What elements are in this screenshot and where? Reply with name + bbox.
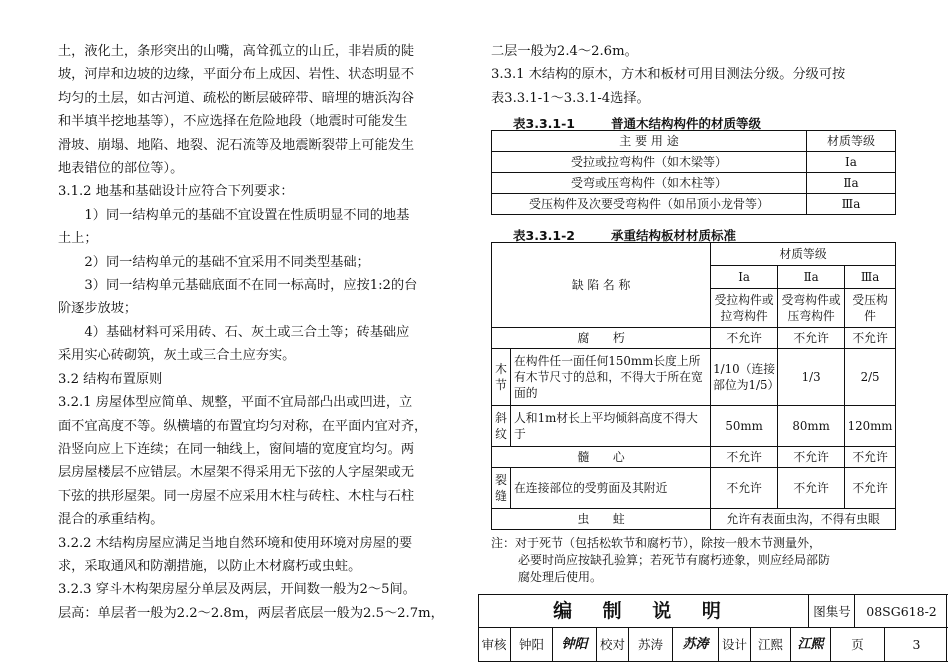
table2-number: 表3.3.1-2 <box>513 228 575 244</box>
use-cell: 受拉构件或拉弯构件 <box>711 289 778 328</box>
use-cell: 受弯或压弯构件（如木柱等） <box>492 173 807 194</box>
atlas-number: 08SG618-2 <box>854 595 948 628</box>
reviewer-signature: 钟阳 <box>552 628 596 661</box>
table1-title: 普通木结构构件的材质等级 <box>611 116 762 132</box>
value-cell: 2/5 <box>845 349 896 406</box>
checker-signature: 苏涛 <box>672 628 718 661</box>
defect-name: 髓 心 <box>492 447 711 468</box>
table-row <box>492 447 896 468</box>
table1-caption <box>491 110 896 130</box>
text-line: 3.2.2 木结构房屋应满足当地自然环境和使用环境对房屋的要 <box>58 535 413 551</box>
design-label: 设计 <box>718 628 750 661</box>
table1-number: 表3.3.1-1 <box>513 116 575 132</box>
value-cell: 不允许 <box>778 468 845 509</box>
note-line: 腐处理后使用。 <box>518 570 603 585</box>
value-cell: 1/10（连接部位为1/5） <box>711 349 778 406</box>
checker-name: 苏涛 <box>628 628 672 661</box>
value-cell: 不允许 <box>845 447 896 468</box>
defect-group: 斜纹 <box>492 406 511 447</box>
defect-group: 裂缝 <box>492 468 511 509</box>
value-cell: 不允许 <box>778 328 845 349</box>
grade-cell: Ⅲa <box>807 194 896 215</box>
title-block-left-border <box>478 594 479 662</box>
table-row <box>492 468 896 509</box>
table-row <box>492 349 896 406</box>
designer-signature: 江熙 <box>790 628 830 661</box>
text-line: 均匀的土层，如古河道、疏松的断层破碎带、暗埋的塘浜沟谷 <box>58 90 415 106</box>
table2-title: 承重结构板材材质标准 <box>611 228 737 244</box>
title-row <box>478 594 948 628</box>
text-line: 和半填半挖地基等），不应选择在危险地段（地震时可能发生 <box>58 114 408 130</box>
reviewer-name: 钟阳 <box>510 628 552 661</box>
grade-cell: Ⅰa <box>807 152 896 173</box>
clause-heading: 3.1.2 地基和基础设计应符合下列要求： <box>58 184 294 200</box>
drawing-title: 编 制 说 明 <box>553 600 733 622</box>
defect-desc: 在连接部位的受剪面及其附近 <box>511 468 711 509</box>
text-line: 阶逐步放坡； <box>58 301 138 317</box>
table-note <box>491 535 896 586</box>
table-row <box>492 194 896 215</box>
value-cell: 1/3 <box>778 349 845 406</box>
designer-name: 江熙 <box>750 628 790 661</box>
defect-desc: 在构件任一面任何150mm长度上所有木节尺寸的总和，不得大于所在宽面的 <box>511 349 711 406</box>
text-line: 面不宜高度不等。纵横墙的布置宜均匀对称，在平面内宜对齐， <box>58 418 428 434</box>
signature-row <box>478 628 948 662</box>
grade-header: 材质等级 <box>711 243 896 266</box>
text-line: 坡，河岸和边坡的边缘，平面分布上成因、岩性、状态明显不 <box>58 67 415 83</box>
table2-caption <box>491 222 896 242</box>
grade-cell: Ⅱa <box>778 266 845 289</box>
text-line: 地表错位的部位等）。 <box>58 161 184 177</box>
value-cell: 50mm <box>711 406 778 447</box>
atlas-label: 图集号 <box>808 595 855 628</box>
grade-cell: Ⅱa <box>807 173 896 194</box>
text-line: 混合的承重结构。 <box>58 512 164 528</box>
text-line: 层高：单层者一般为2.2～2.8m，两层者底层一般为2.5～2.7m， <box>58 605 444 621</box>
use-cell: 受压构件及次要受弯构件（如吊顶小龙骨等） <box>492 194 807 215</box>
defect-name: 虫 蛀 <box>492 509 711 530</box>
use-cell: 受弯构件或压弯构件 <box>778 289 845 328</box>
value-cell: 不允许 <box>845 328 896 349</box>
text-line: 沿竖向应上下连续；在同一轴线上，窗间墙的宽度宜均匀。两 <box>58 441 415 457</box>
text-line: 求，采取通风和防潮措施，以防止木材腐朽或虫蛀。 <box>58 558 362 574</box>
title-block-right-border <box>946 594 947 662</box>
defect-desc: 人和1m材长上平均倾斜高度不得大于 <box>511 406 711 447</box>
value-cell: 不允许 <box>845 468 896 509</box>
clause-heading: 3.3.1 木结构的原木，方木和板材可用目测法分级。分级可按 <box>491 67 846 83</box>
text-line: 3）同一结构单元基础底面不在同一标高时，应按1:2的台 <box>84 278 418 294</box>
text-line: 2）同一结构单元的基础不宜采用不同类型基础； <box>84 254 370 270</box>
text-line: 3.2.1 房屋体型应简单、规整，平面不宜局部凸出或凹进，立 <box>58 395 413 411</box>
material-grade-table <box>491 130 896 215</box>
text-line: 下弦的拱形屋架。同一房屋不应采用木柱与砖柱、木柱与石柱 <box>58 488 415 504</box>
text-line: 土上； <box>58 231 98 247</box>
header-grade: 材质等级 <box>807 131 896 152</box>
table-row <box>492 328 896 349</box>
header-use: 主 要 用 途 <box>492 131 807 152</box>
value-cell: 不允许 <box>711 468 778 509</box>
right-text-column <box>491 40 896 586</box>
text-line: 土，液化土，条形突出的山嘴，高耸孤立的山丘，非岩质的陡 <box>58 44 415 59</box>
value-cell: 不允许 <box>711 328 778 349</box>
board-standard-table <box>491 242 896 530</box>
page-label: 页 <box>830 628 884 661</box>
note-line: 必要时尚应按缺孔验算；若死节有腐朽迹象，则应经局部防 <box>518 553 831 568</box>
left-text-column <box>58 40 470 625</box>
text-line: 1）同一结构单元的基础不宜设置在性质明显不同的地基 <box>84 207 410 223</box>
table-row <box>492 152 896 173</box>
defect-header: 缺 陷 名 称 <box>492 243 711 328</box>
text-line: 4）基础材料可采用砖、石、灰土或三合土等；砖基础应 <box>84 324 410 340</box>
value-cell: 允许有表面虫沟，不得有虫眼 <box>711 509 896 530</box>
text-line: 采用实心砖砌筑，灰土或三合土应夯实。 <box>58 348 296 364</box>
text-line: 滑坡、崩塌、地陷、地裂、泥石流等及地震断裂带上可能发生 <box>58 137 415 153</box>
text-line: 层房屋楼层不应错层。木屋架不得采用无下弦的人字屋架或无 <box>58 465 415 481</box>
text-line: 3.2.3 穿斗木构架房屋分单层及两层，开间数一般为2～5间。 <box>58 582 416 598</box>
defect-name: 腐 朽 <box>492 328 711 349</box>
page-number: 3 <box>884 628 948 661</box>
value-cell: 80mm <box>778 406 845 447</box>
table-row <box>492 509 896 530</box>
review-label: 审核 <box>481 637 507 652</box>
check-label: 校对 <box>596 628 628 661</box>
grade-cell: Ⅲa <box>845 266 896 289</box>
note-line: 注：对于死节（包括松软节和腐朽节），除按一般木节测量外， <box>491 536 822 551</box>
defect-group: 木节 <box>492 349 511 406</box>
section-heading: 3.2 结构布置原则 <box>58 371 163 387</box>
value-cell: 不允许 <box>711 447 778 468</box>
value-cell: 不允许 <box>778 447 845 468</box>
table-row <box>492 173 896 194</box>
text-line: 二层一般为2.4～2.6m。 <box>491 44 638 59</box>
grade-cell: Ⅰa <box>711 266 778 289</box>
use-cell: 受拉或拉弯构件（如木梁等） <box>492 152 807 173</box>
use-cell: 受压构件 <box>845 289 896 328</box>
table-row <box>492 406 896 447</box>
text-line: 表3.3.1-1～3.3.1-4选择。 <box>491 90 650 106</box>
value-cell: 120mm <box>845 406 896 447</box>
